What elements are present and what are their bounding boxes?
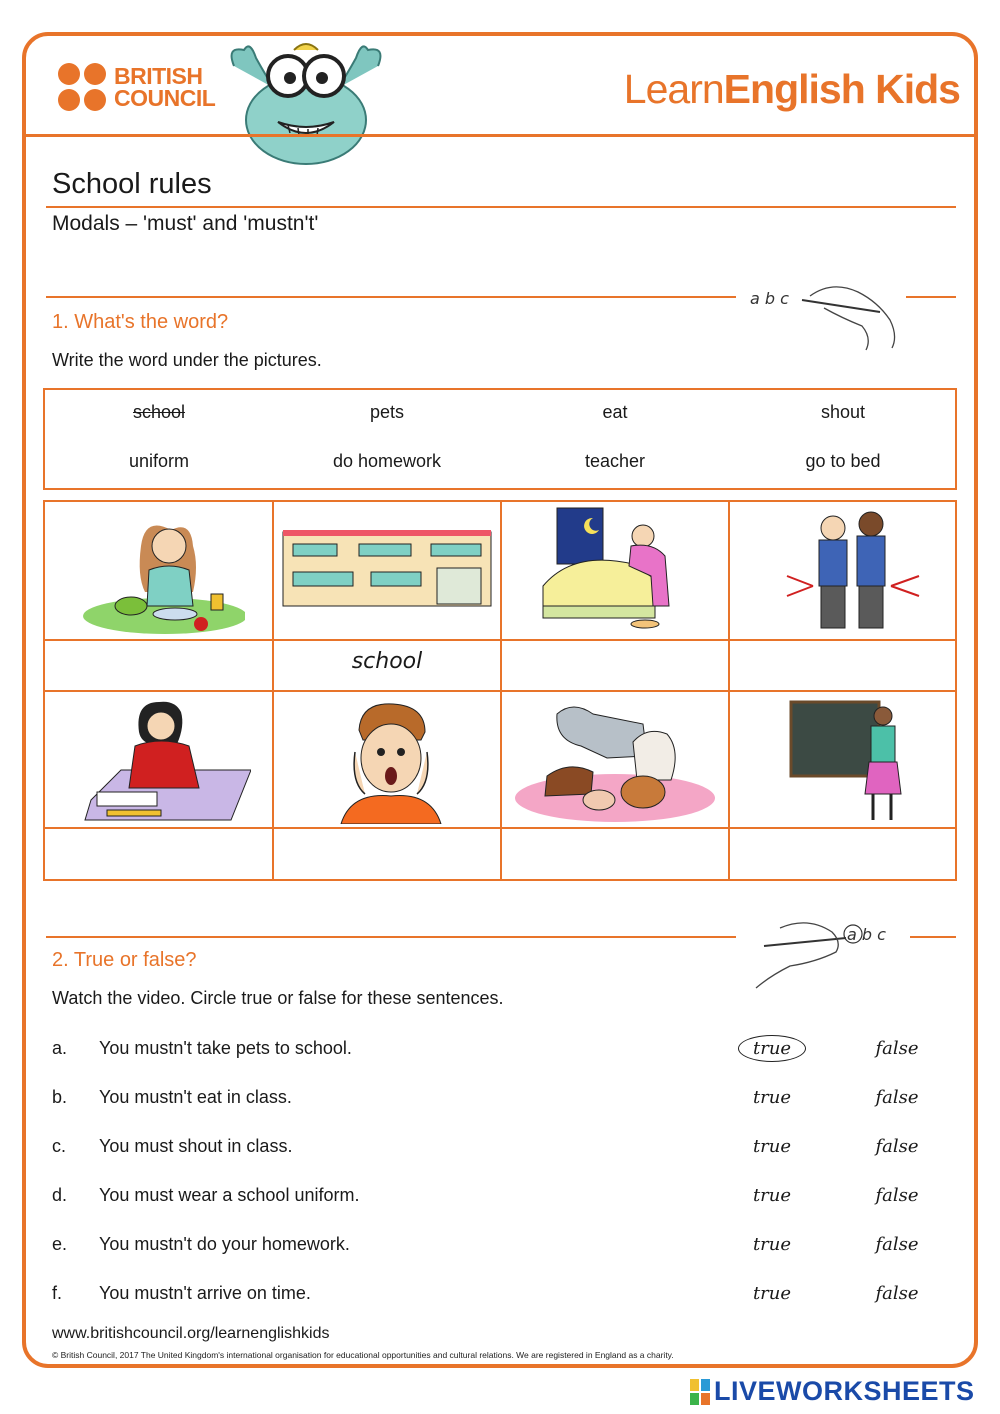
lek-light: Learn [623,66,724,112]
tf-row [52,1136,932,1162]
british-council-dots [58,63,106,111]
girl-eating-picture-icon [75,506,245,636]
tf-sentence: You mustn't do your homework. [99,1234,350,1254]
tf-letter: e. [52,1234,68,1254]
learnenglish-kids-logo [624,66,960,113]
true-option[interactable]: true [752,1283,792,1304]
monster-mascot-icon [216,36,396,166]
page-subtitle: Modals – 'must' and 'mustn't' [52,212,319,235]
tf-letter: f. [52,1283,63,1303]
british-council-logo [58,63,215,111]
true-label-circled: true [738,1035,806,1062]
word-bank-item: shout [820,402,866,422]
lek-bold: English [723,66,865,112]
false-option[interactable]: false [875,1234,919,1255]
false-option[interactable]: false [875,1038,919,1059]
true-option[interactable]: true [752,1185,792,1206]
girl-doing-homework-picture-icon [81,696,251,824]
section1-rule-left [46,296,736,298]
tf-letter: d. [52,1185,68,1205]
header-divider [22,134,978,137]
tf-letter: a. [52,1038,68,1058]
boy-shocked-picture-icon [321,696,461,824]
false-option[interactable]: false [875,1136,919,1157]
word-bank-item: eat [602,402,628,422]
false-option[interactable]: false [875,1087,919,1108]
tf-row [52,1087,932,1113]
word-bank-item: uniform [128,451,190,471]
section2-rule-left [46,936,736,938]
bc-logo-line1: BRITISH [114,63,203,89]
school-building-picture-icon [281,528,493,612]
true-option[interactable]: true [752,1234,792,1255]
tf-sentence: You must shout in class. [99,1136,293,1156]
boys-shouting-picture-icon [783,506,923,636]
false-option[interactable]: false [875,1283,919,1304]
true-option[interactable]: true [752,1087,792,1108]
true-option[interactable] [752,1038,792,1059]
section2-instruction: Watch the video. Circle true or false for these sentences. [52,988,504,1008]
page-title: School rules [52,168,212,200]
tf-sentence: You must wear a school uniform. [99,1185,360,1205]
tf-row [52,1283,932,1309]
teacher-picture-icon [789,700,909,824]
title-divider [46,206,956,208]
picture-grid [43,500,957,881]
liveworksheets-icon [690,1379,710,1405]
footer-url[interactable]: www.britishcouncil.org/learnenglishkids [52,1325,330,1342]
section2-rule-right [910,936,956,938]
section1-rule-right [906,296,956,298]
lek-end: Kids [864,66,960,112]
bc-logo-line2: COUNCIL [114,85,216,111]
false-option[interactable]: false [875,1185,919,1206]
answer-cell[interactable]: school [351,649,423,674]
pets-picture-icon [511,696,721,824]
tf-row [52,1185,932,1211]
tf-letter: b. [52,1087,68,1107]
section2-title: 2. True or false? [52,949,197,971]
word-bank-item: do homework [332,451,442,471]
section1-hand-letters: a b c [750,289,789,308]
tf-row [52,1234,932,1260]
section1-title: 1. What's the word? [52,311,229,333]
footer-copyright: © British Council, 2017 The United Kingdom's international organisation for educational opportunities and cultural relations. We are registered in England as a charity. [52,1350,674,1360]
word-bank-item: go to bed [805,451,881,471]
liveworksheets-logo [690,1376,975,1407]
tf-sentence: You mustn't eat in class. [99,1087,292,1107]
tf-sentence: You mustn't arrive on time. [99,1283,311,1303]
girl-going-to-bed-picture-icon [533,506,693,636]
word-bank [43,388,957,490]
writing-hand-circle-icon [750,916,910,992]
section2-hand-letters: a b c [847,925,886,944]
tf-letter: c. [52,1136,67,1156]
section1-instruction: Write the word under the pictures. [52,350,322,370]
word-bank-item: teacher [584,451,646,471]
tf-sentence: You mustn't take pets to school. [99,1038,352,1058]
writing-hand-icon [740,278,900,358]
liveworksheets-text: LIVEWORKSHEETS [714,1376,975,1406]
true-option[interactable]: true [752,1136,792,1157]
word-bank-item: school [132,402,186,422]
word-bank-item: pets [369,402,405,422]
tf-row [52,1038,932,1064]
